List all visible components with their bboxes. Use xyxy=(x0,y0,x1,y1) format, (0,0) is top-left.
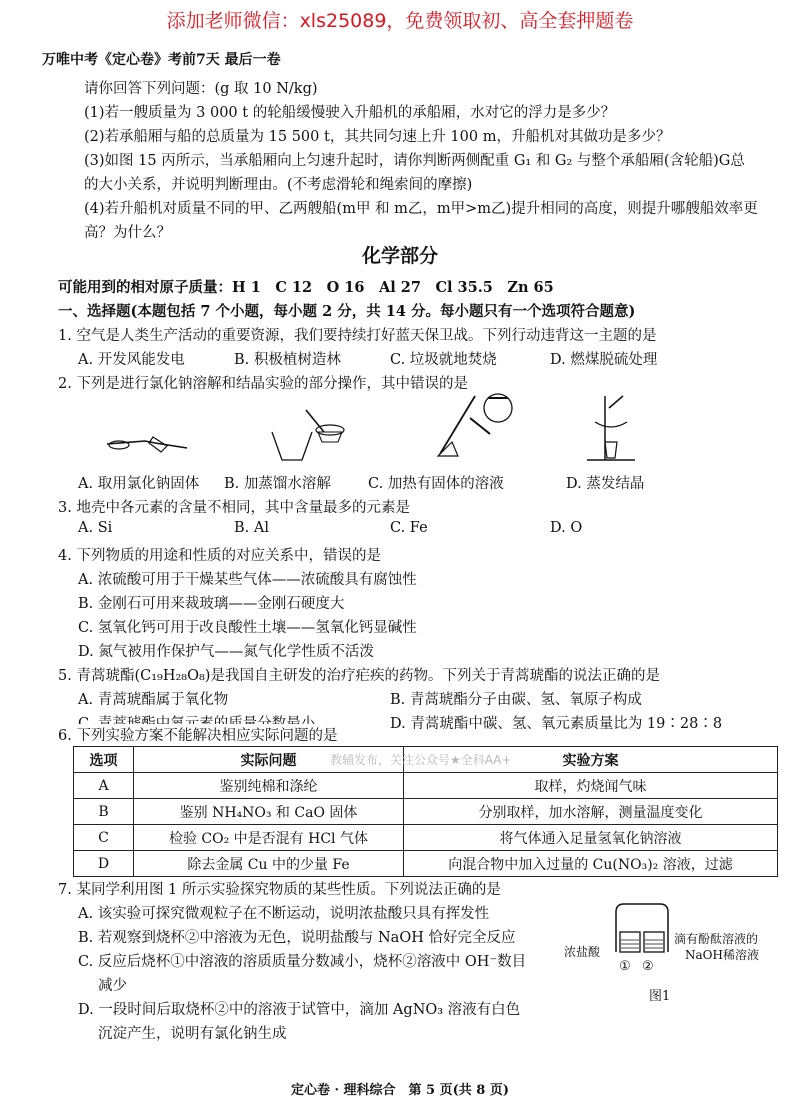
table-cell: 除去金属 Cu 中的少量 Fe xyxy=(134,851,404,877)
beaker-2-label: ② xyxy=(642,959,654,974)
q7-stem: 7. 某同学利用图 1 所示实验探究物质的某些性质。下列说法正确的是 xyxy=(58,882,501,898)
physics-q4a: (4)若升船机对质量不同的甲、乙两艘船(m甲 和 m乙，m甲>m乙)提升相同的高度，则提升哪艘船效率更 xyxy=(84,201,758,217)
q7-option-d-cont: 沉淀产生，说明有氯化钠生成 xyxy=(98,1026,287,1042)
physics-q3a: (3)如图 15 丙所示，当承船厢向上匀速升起时，请你判断两侧配重 G₁ 和 G₂ 与整个承船厢(含轮船)G总 xyxy=(84,153,745,169)
physics-q3b: 的大小关系，并说明判断理由。(不考虑滑轮和绳索间的摩擦) xyxy=(84,177,473,193)
q5-option-d: D. 青蒿琥酯中碳、氢、氧元素质量比为 19∶28∶8 xyxy=(390,716,723,732)
table-header: 选项 xyxy=(74,747,134,773)
table-cell: 鉴别纯棉和涤纶 xyxy=(134,773,404,799)
q4-option-b: B. 金刚石可用来裁玻璃——金刚石硬度大 xyxy=(78,596,345,612)
q1-option-c: C. 垃圾就地焚烧 xyxy=(390,352,497,368)
q5-option-a: A. 青蒿琥酯属于氧化物 xyxy=(78,692,229,708)
table-cell: 将气体通入足量氢氧化钠溶液 xyxy=(404,825,778,851)
q4-option-c: C. 氢氧化钙可用于改良酸性土壤——氢氧化钙显碱性 xyxy=(78,620,417,636)
table-cell: 取样，灼烧闻气味 xyxy=(404,773,778,799)
table-row xyxy=(74,851,778,877)
q1-stem: 1. 空气是人类生产活动的重要资源，我们要持续打好蓝天保卫战。下列行动违背这一主题的是 xyxy=(58,328,657,344)
q3-option-d: D. O xyxy=(550,520,583,536)
q4-option-a: A. 浓硫酸可用于干燥某些气体——浓硫酸具有腐蚀性 xyxy=(78,572,417,588)
fig1-caption: 图1 xyxy=(649,989,671,1004)
section-1-heading: 一、选择题(本题包括 7 个小题，每小题 2 分，共 14 分。每小题只有一个选项符合题意) xyxy=(58,303,636,320)
physics-q1: (1)若一艘质量为 3 000 t 的轮船缓慢驶入升船机的承船厢，水对它的浮力是多少？ xyxy=(84,105,616,121)
bell-jar-figure xyxy=(612,902,672,954)
q2-option-b: B. 加蒸馏水溶解 xyxy=(224,476,331,492)
q7-option-b: B. 若观察到烧杯②中溶液为无色，说明盐酸与 NaOH 恰好完全反应 xyxy=(78,930,516,946)
q1-option-d: D. 燃煤脱硫处理 xyxy=(550,352,658,368)
table-cell: 鉴别 NH₄NO₃ 和 CaO 固体 xyxy=(134,799,404,825)
q2-stem: 2. 下列是进行氯化钠溶解和结晶实验的部分操作，其中错误的是 xyxy=(58,376,468,392)
evaporation-figure xyxy=(585,392,640,464)
atomic-masses: 可能用到的相对原子质量：H 1 C 12 O 16 Al 27 Cl 35.5 Zn 65 xyxy=(58,279,554,296)
q3-option-a: A. Si xyxy=(78,520,113,536)
table-row xyxy=(74,799,778,825)
watermark-text: 教辅发布，关注公众号★全科AA+ xyxy=(330,753,512,767)
q2-option-c: C. 加热有固体的溶液 xyxy=(368,476,504,492)
physics-q4b: 高？为什么？ xyxy=(84,225,171,241)
q2-option-a: A. 取用氯化钠固体 xyxy=(78,476,200,492)
q3-option-c: C. Fe xyxy=(390,520,428,536)
table-cell: 向混合物中加入过量的 Cu(NO₃)₂ 溶液，过滤 xyxy=(404,851,778,877)
table-row xyxy=(74,825,778,851)
q4-option-d: D. 氮气被用作保护气——氮气化学性质不活泼 xyxy=(78,644,374,660)
table-cell: C xyxy=(74,825,134,851)
physics-prompt: 请你回答下列问题：(g 取 10 N/kg) xyxy=(84,81,318,97)
q7-option-d: D. 一段时间后取烧杯②中的溶液于试管中，滴加 AgNO₃ 溶液有白色 xyxy=(78,1002,521,1018)
q3-stem: 3. 地壳中各元素的含量不相同，其中含量最多的元素是 xyxy=(58,500,410,516)
dissolve-figure xyxy=(268,402,348,462)
physics-q2: (2)若承船厢与船的总质量为 15 500 t，其共同匀速上升 100 m，升船机对其做功是多少？ xyxy=(84,129,671,145)
q3-option-b: B. Al xyxy=(234,520,269,536)
fig1-right-label-1: 滴有酚酞溶液的 xyxy=(674,932,759,946)
page-header: 万唯中考《定心卷》考前7天 最后一卷 xyxy=(42,52,281,68)
table-header: 实验方案 xyxy=(404,747,778,773)
q4-stem: 4. 下列物质的用途和性质的对应关系中，错误的是 xyxy=(58,548,381,564)
q7-option-c-cont: 减少 xyxy=(98,978,127,994)
table-header: 实际问题 xyxy=(134,747,404,773)
table-cell: 分别取样，加水溶解，测量温度变化 xyxy=(404,799,778,825)
q7-option-c: C. 反应后烧杯①中溶液的溶质质量分数减小，烧杯②溶液中 OH⁻数目 xyxy=(78,954,527,970)
q7-option-a: A. 该实验可探究微观粒子在不断运动，说明浓盐酸只具有挥发性 xyxy=(78,906,490,922)
page-footer: 定心卷 · 理科综合 第 5 页(共 8 页) xyxy=(290,1083,510,1098)
q5-stem: 5. 青蒿琥酯(C₁₉H₂₈O₈)是我国自主研发的治疗疟疾的药物。下列关于青蒿琥酯的说法正确的是 xyxy=(58,668,660,684)
q1-option-a: A. 开发风能发电 xyxy=(78,352,185,368)
chemistry-section-title: 化学部分 xyxy=(361,245,438,267)
spatula-figure xyxy=(105,428,190,458)
table-cell: A xyxy=(74,773,134,799)
q5-option-b: B. 青蒿琥酯分子由碳、氢、氧原子构成 xyxy=(390,692,642,708)
q6-stem: 6. 下列实验方案不能解决相应实际问题的是 xyxy=(58,724,337,745)
table-row xyxy=(74,773,778,799)
q2-option-d: D. 蒸发结晶 xyxy=(566,476,645,492)
heating-figure xyxy=(430,388,535,463)
table-cell: 检验 CO₂ 中是否混有 HCl 气体 xyxy=(134,825,404,851)
table-cell: B xyxy=(74,799,134,825)
fig1-left-label: 浓盐酸 xyxy=(564,945,601,959)
promo-banner: 添加老师微信：xls25089，免费领取初、高全套押题卷 xyxy=(166,10,634,32)
table-cell: D xyxy=(74,851,134,877)
beaker-1-label: ① xyxy=(619,959,631,974)
fig1-right-label-2: NaOH稀溶液 xyxy=(685,948,759,962)
q1-option-b: B. 积极植树造林 xyxy=(234,352,341,368)
